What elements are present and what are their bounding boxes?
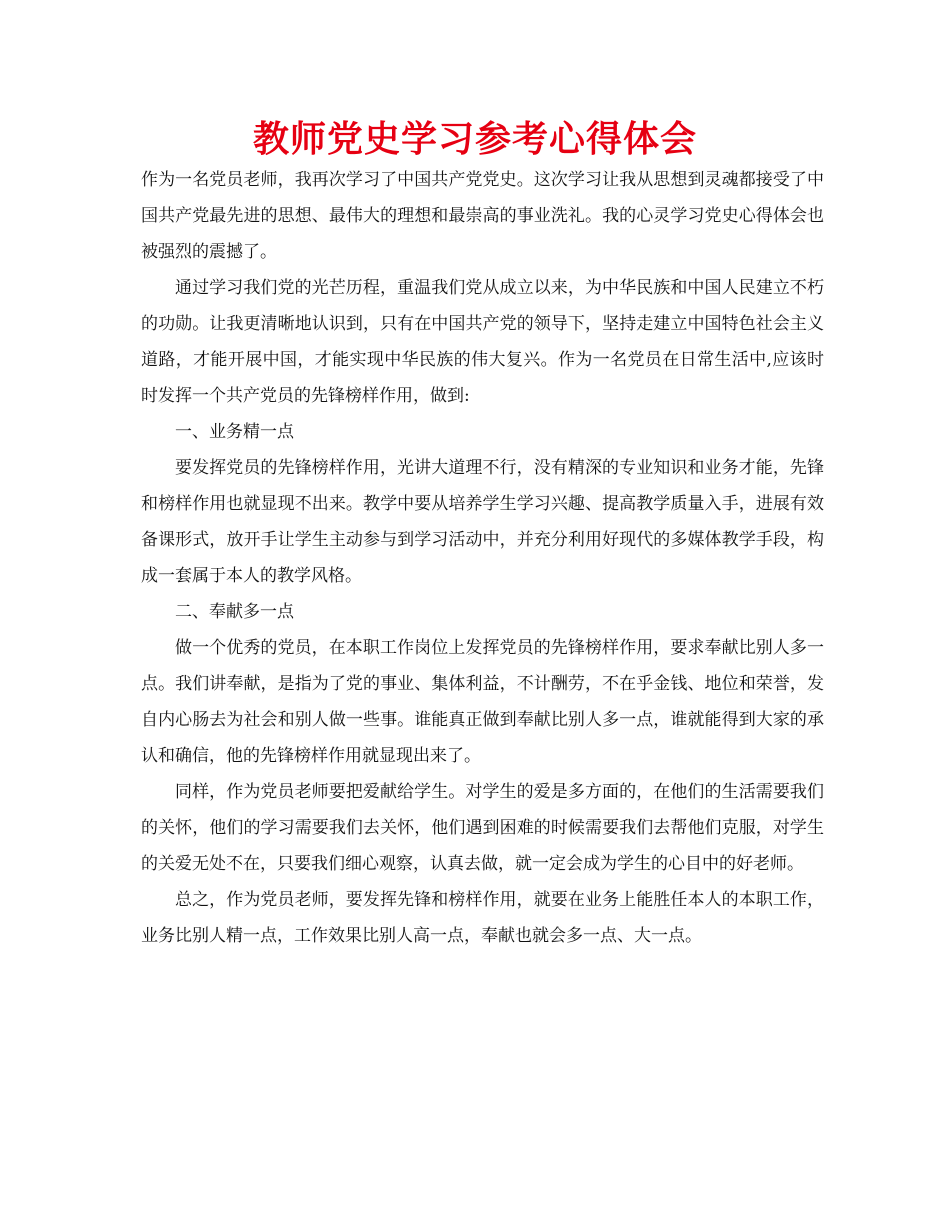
paragraph-dedication: 做一个优秀的党员，在本职工作岗位上发挥党员的先锋榜样作用，要求奉献比别人多一点。我们讲奉献，是指为了党的事业、集体利益，不计酬劳，不在乎金钱、地位和荣誉，发自内心肠去为社会和别人做一些事。谁能真正做到奉献比别人多一点，谁就能得到大家的承认和确信，他的先锋榜样作用就显现出来了。 xyxy=(141,638,824,766)
paragraph-conclusion: 总之，作为党员老师，要发挥先锋和榜样作用，就要在业务上能胜任本人的本职工作，业务比别人精一点，工作效果比别人高一点，奉献也就会多一点、大一点。 xyxy=(141,890,824,946)
section-heading-dedication: 二、奉献多一点 xyxy=(175,602,294,622)
paragraph-intro: 作为一名党员老师，我再次学习了中国共产党党史。这次学习让我从思想到灵魂都接受了中国共产党最先进的思想、最伟大的理想和最崇高的事业洗礼。我的心灵学习党史心得体会也被强烈的震撼了。 xyxy=(141,170,824,262)
section-heading-business: 一、业务精一点 xyxy=(175,422,294,442)
paragraph-history: 通过学习我们党的光芒历程，重温我们党从成立以来，为中华民族和中国人民建立不朽的功勋。让我更清晰地认识到，只有在中国共产党的领导下，坚持走建立中国特色社会主义道路，才能开展中国，才能实现中华民族的伟大复兴。作为一名党员在日常生活中,应该时时发挥一个共产党员的先锋榜样作用，做到: xyxy=(141,278,824,406)
paragraph-business: 要发挥党员的先锋榜样作用，光讲大道理不行，没有精深的专业知识和业务才能，先锋和榜样作用也就显现不出来。教学中要从培养学生学习兴趣、提高教学质量入手，进展有效备课形式，放开手让学生主动参与到学习活动中，并充分利用好现代的多媒体教学手段，构成一套属于本人的教学风格。 xyxy=(141,458,824,586)
page-title: 教师党史学习参考心得体会 xyxy=(252,119,697,160)
paragraph-students: 同样，作为党员老师要把爱献给学生。对学生的爱是多方面的，在他们的生活需要我们的关怀，他们的学习需要我们去关怀，他们遇到困难的时候需要我们去帮他们克服，对学生的关爱无处不在，只要我们细心观察，认真去做，就一定会成为学生的心目中的好老师。 xyxy=(141,782,824,874)
document-body xyxy=(141,162,824,954)
